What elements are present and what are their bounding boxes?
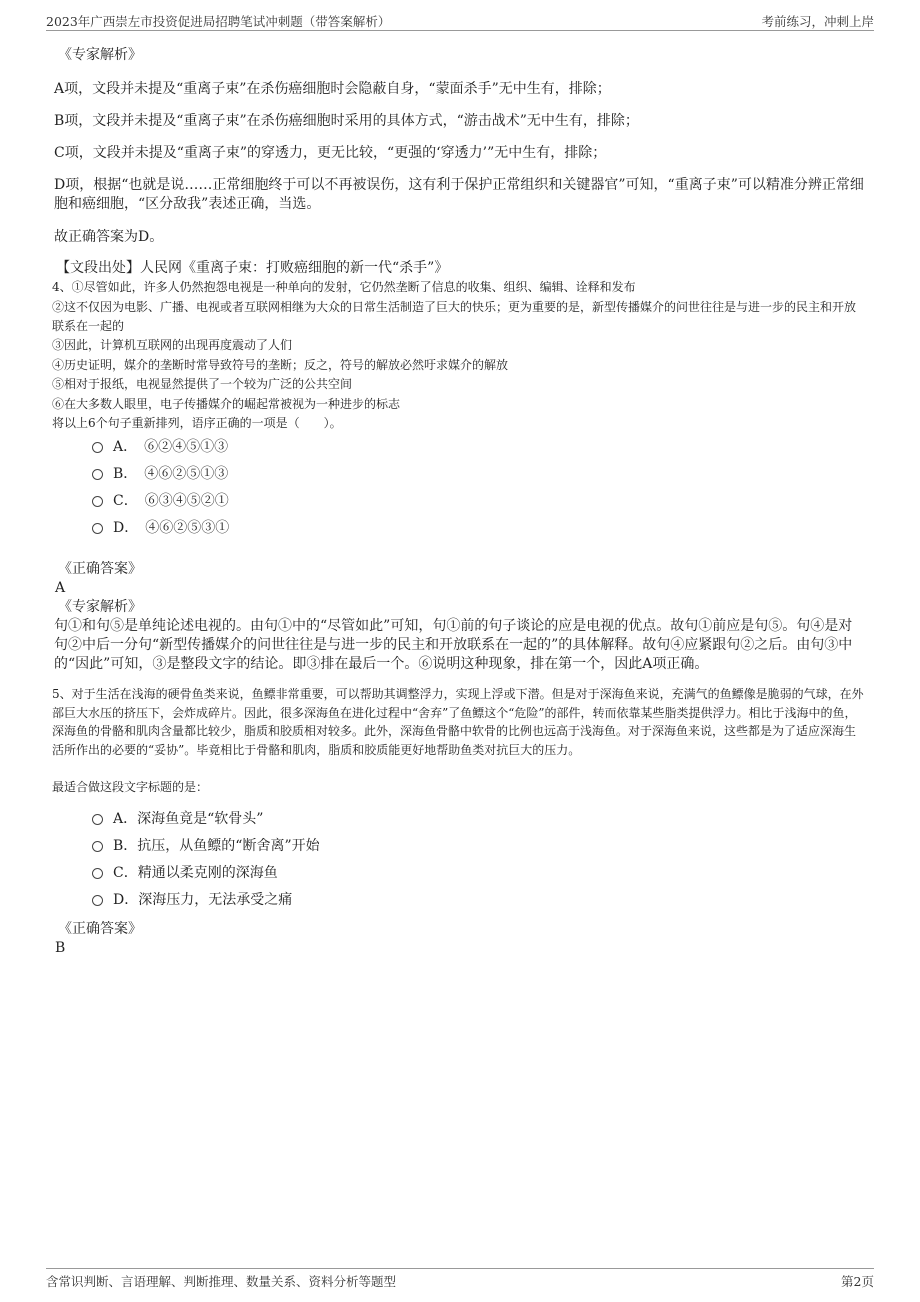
q5-option-b[interactable] — [92, 836, 320, 856]
footer-subjects: 含常识判断、言语理解、判断推理、数量关系、资料分析等题型 — [46, 1274, 397, 1289]
page-footer — [46, 1268, 874, 1291]
q4-question: 将以上6个句子重新排列，语序正确的一项是（ ）。 — [52, 416, 342, 430]
option-label: A． ⑥②④⑤①③ — [113, 439, 229, 455]
page-number: 第2页 — [841, 1274, 874, 1289]
q4-sentence-3: ③因此，计算机互联网的出现再度震动了人们 — [52, 338, 293, 352]
document-title: 2023年广西崇左市投资促进局招聘笔试冲刺题（带答案解析） — [46, 14, 391, 29]
q3-analysis-line-b: B项，文段并未提及“重离子束”在杀伤癌细胞时采用的具体方式，“游击战术”无中生有，排除； — [54, 113, 639, 129]
q4-analysis-heading: 《专家解析》 — [58, 599, 142, 615]
option-label: B． ④⑥②⑤①③ — [113, 466, 229, 482]
header-slogan: 考前练习，冲刺上岸 — [761, 14, 874, 29]
page-header — [46, 10, 874, 31]
q4-sentence-5: ⑤相对于报纸，电视显然提供了一个较为广泛的公共空间 — [52, 377, 353, 391]
radio-icon[interactable] — [92, 868, 103, 879]
q4-answer: A — [55, 580, 66, 596]
q4-option-d[interactable] — [92, 518, 229, 538]
q5-answer: B — [55, 940, 66, 956]
option-label: D． ④⑥②⑤③① — [113, 520, 230, 536]
radio-icon[interactable] — [92, 442, 103, 453]
radio-icon[interactable] — [92, 469, 103, 480]
q3-source: 【文段出处】人民网《重离子束：打败癌细胞的新一代“杀手”》 — [56, 260, 449, 276]
q4-sentence-6: ⑥在大多数人眼里，电子传播媒介的崛起常被视为一种进步的标志 — [52, 397, 401, 411]
q4-option-a[interactable] — [92, 437, 228, 457]
q5-answer-heading: 《正确答案》 — [58, 921, 142, 937]
q5-question: 最适合做这段文字标题的是： — [52, 780, 209, 794]
option-label: C．精通以柔克刚的深海鱼 — [113, 865, 278, 881]
q5-option-c[interactable] — [92, 863, 278, 883]
q4-option-c[interactable] — [92, 491, 229, 511]
q4-sentence-1: 4、①尽管如此，许多人仍然抱怨电视是一种单向的发射，它仍然垄断了信息的收集、组织、编辑、诠释和发布 — [52, 280, 636, 294]
radio-icon[interactable] — [92, 814, 103, 825]
q4-sentence-4: ④历史证明，媒介的垄断时常导致符号的垄断；反之，符号的解放必然吁求媒介的解放 — [52, 358, 509, 372]
q3-analysis-line-a: A项，文段并未提及“重离子束”在杀伤癌细胞时会隐蔽自身，“蒙面杀手”无中生有，排除； — [54, 81, 611, 97]
radio-icon[interactable] — [92, 841, 103, 852]
option-label: A．深海鱼竟是“软骨头” — [113, 811, 264, 827]
option-label: C． ⑥③④⑤②① — [113, 493, 229, 509]
option-label: B．抗压，从鱼鳔的“断舍离”开始 — [113, 838, 320, 854]
q5-option-a[interactable] — [92, 809, 263, 829]
q5-stem: 5、对于生活在浅海的硬骨鱼类来说，鱼鳔非常重要，可以帮助其调整浮力，实现上浮或下潜。但是对于深海鱼来说，充满气的鱼鳔像是脆弱的气球，在外部巨大水压的挤压下，会炸成碎片。因此，很多深海鱼在进化过程中“舍弃”了鱼鳔这个“危险”的部件，转而依靠某些脂类提供浮力。相比于浅海中的鱼，深海鱼的骨骼和肌肉含量都比较少，脂质和胶质相对较多。此外，深海鱼骨骼中软骨的比例也远高于浅海鱼。对于深海鱼来说，这些都是为了适应深海生活所作出的必要的“妥协”。毕竟相比于骨骼和肌肉，脂质和胶质能更好地帮助鱼类对抗巨大的压力。 — [52, 687, 864, 757]
q3-answer-conclusion: 故正确答案为D。 — [54, 229, 164, 245]
q3-analysis-line-d: D项，根据“也就是说……正常细胞终于可以不再被误伤，这有利于保护正常组织和关键器官”可知，“重离子束”可以精准分辨正常细胞和癌细胞，“区分敌我”表述正确，当选。 — [54, 177, 864, 212]
q4-option-b[interactable] — [92, 464, 228, 484]
radio-icon[interactable] — [92, 523, 103, 534]
radio-icon[interactable] — [92, 895, 103, 906]
q4-analysis: 句①和句⑤是单纯论述电视的。由句①中的“尽管如此”可知，句①前的句子谈论的应是电视的优点。故句①前应是句⑤。句④是对句②中后一分句“新型传播媒介的问世往往是与进一步的民主和开放联系在一起的”的具体解释。故句④应紧跟句②之后。由句③中的“因此”可知，③是整段文字的结论。即③排在最后一个。⑥说明这种现象，排在第一个，因此A项正确。 — [54, 618, 853, 672]
q3-analysis-line-c: C项，文段并未提及“重离子束”的穿透力，更无比较，“更强的‘穿透力’”无中生有，排除； — [54, 145, 607, 161]
q4-answer-heading: 《正确答案》 — [58, 561, 142, 577]
q5-option-d[interactable] — [92, 890, 292, 910]
radio-icon[interactable] — [92, 496, 103, 507]
option-label: D．深海压力，无法承受之痛 — [113, 892, 293, 908]
q4-sentence-2: ②这不仅因为电影、广播、电视或者互联网相继为大众的日常生活制造了巨大的快乐；更为重要的是，新型传播媒介的问世往往是与进一步的民主和开放联系在一起的 — [52, 300, 857, 333]
q3-analysis-heading: 《专家解析》 — [58, 47, 142, 63]
